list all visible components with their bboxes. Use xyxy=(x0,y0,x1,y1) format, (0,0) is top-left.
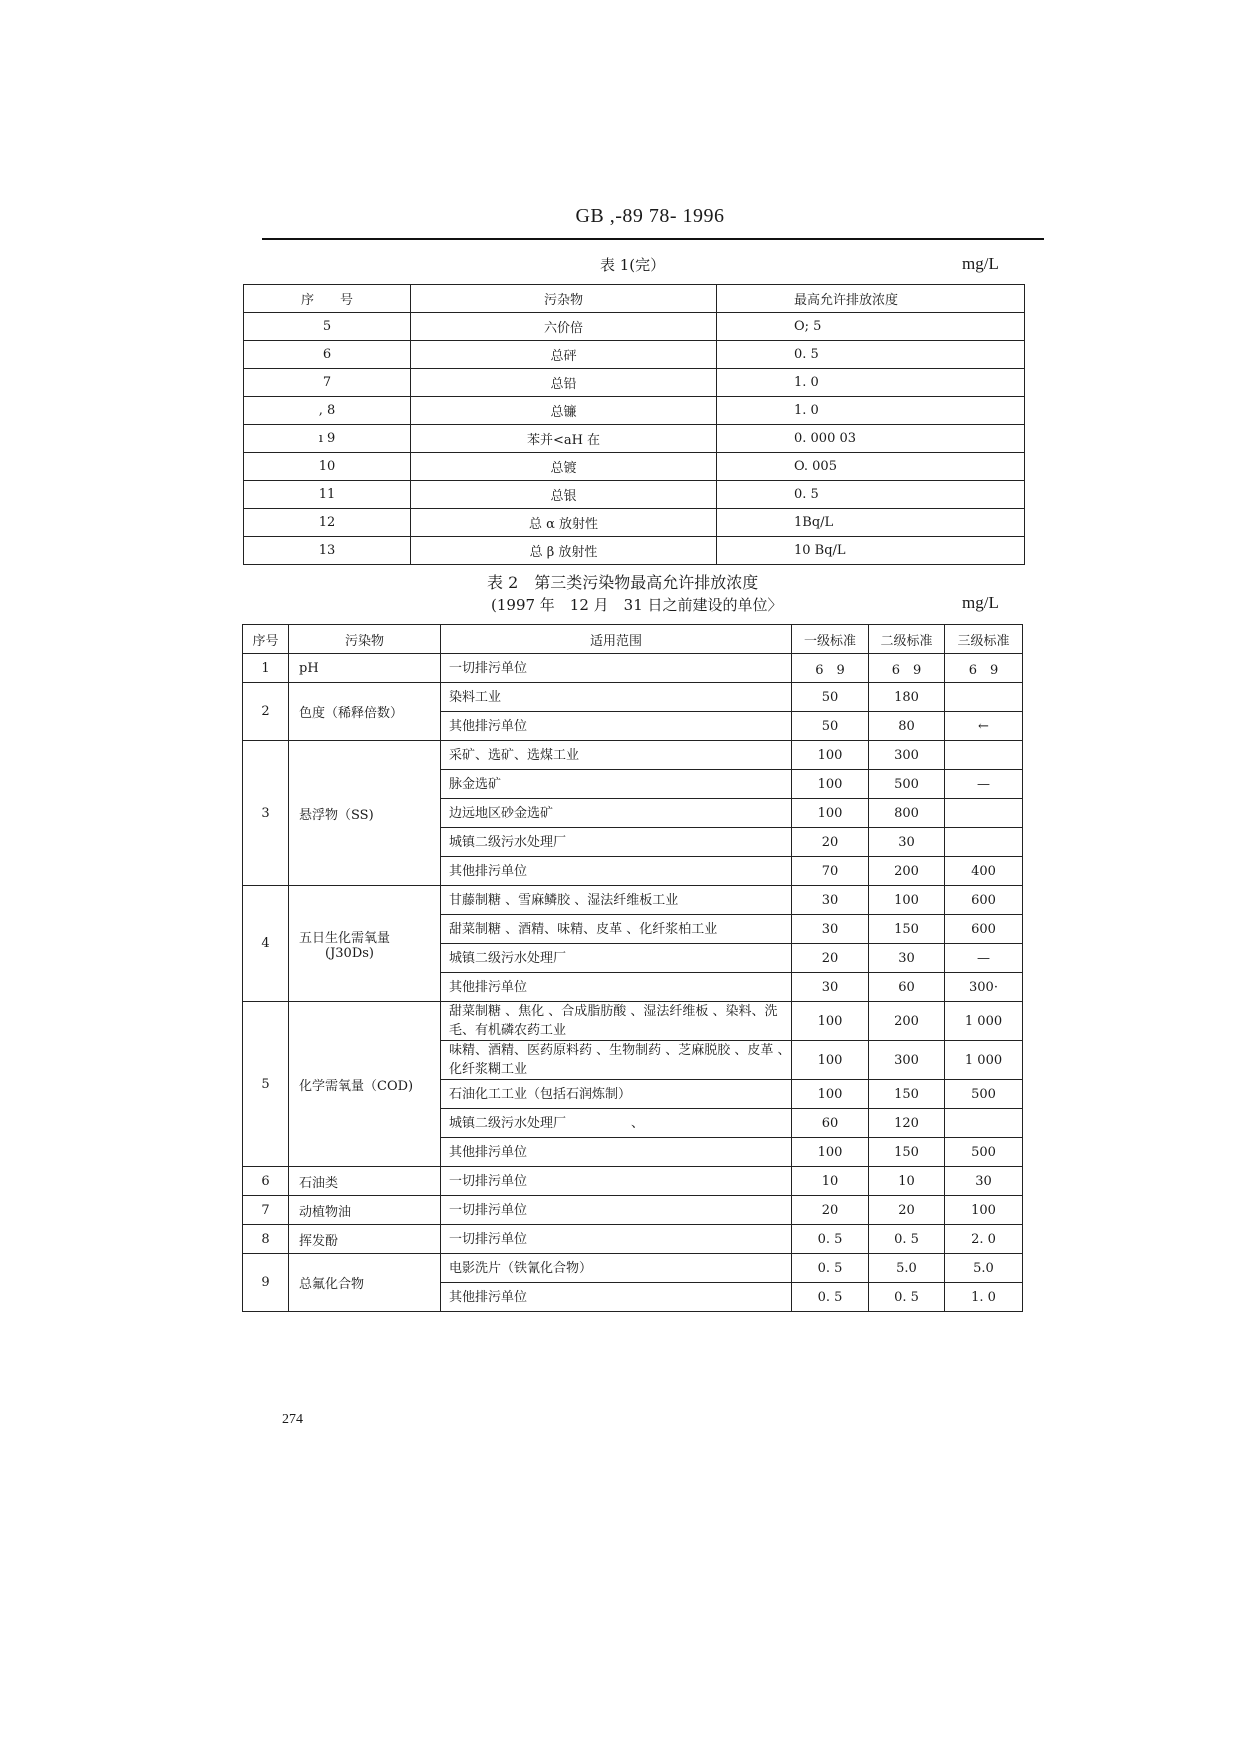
pollutant-name-text: 五日生化需氧量 xyxy=(299,930,391,946)
pollutant-name: 总 β 放射性 xyxy=(411,537,717,565)
pollutant-name xyxy=(289,1196,441,1225)
applicable-scope: 电影洗片（铁氰化合物） xyxy=(441,1254,792,1283)
grade-3-standard: 1 000 xyxy=(945,1041,1023,1080)
table-row xyxy=(243,1167,1023,1196)
applicable-scope: 一切排污单位 xyxy=(441,1196,792,1225)
pollutant-name: 总 α 放射性 xyxy=(411,509,717,537)
grade-3-standard: ← xyxy=(945,712,1023,741)
table2-header-row xyxy=(243,625,1023,654)
grade-1-standard: 100 xyxy=(792,1041,869,1080)
applicable-scope: 石油化工工业（包括石润炼制） xyxy=(441,1080,792,1109)
grade-3-standard: 30 xyxy=(945,1167,1023,1196)
applicable-scope: 城镇二级污水处理厂 xyxy=(441,828,792,857)
grade-1-standard: 20 xyxy=(792,1196,869,1225)
table-row xyxy=(243,1002,1023,1041)
row-number: 13 xyxy=(244,537,411,565)
column-header: 序 号 xyxy=(244,285,411,313)
group-number: 2 xyxy=(243,683,289,741)
grade-1-standard: 6 9 xyxy=(792,654,869,683)
table2-caption: 表 2 第三类污染物最高允许排放浓度 xyxy=(487,573,759,592)
grade-2-standard: 20 xyxy=(869,1196,945,1225)
grade-3-standard: 400 xyxy=(945,857,1023,886)
grade-1-standard: 30 xyxy=(792,915,869,944)
grade-3-standard: 5.0 xyxy=(945,1254,1023,1283)
grade-1-standard: 70 xyxy=(792,857,869,886)
grade-2-standard: 10 xyxy=(869,1167,945,1196)
group-number: 8 xyxy=(243,1225,289,1254)
table2-unit: mg/L xyxy=(962,593,999,612)
pollutant-name: 总镰 xyxy=(411,397,717,425)
applicable-scope: 一切排污单位 xyxy=(441,654,792,683)
pollutant-name-text: 挥发酚 xyxy=(299,1233,339,1249)
table1-unit: mg/L xyxy=(962,254,999,273)
table1 xyxy=(243,284,1025,565)
max-concentration: O; 5 xyxy=(717,313,1025,341)
row-number: 12 xyxy=(244,509,411,537)
table-row xyxy=(244,313,1025,341)
applicable-scope: 采矿、选矿、选煤工业 xyxy=(441,741,792,770)
applicable-scope: 甜菜制糖 、焦化 、合成脂肪酸 、湿法纤维板 、染料、洗 毛、有机磷农药工业 xyxy=(441,1002,792,1041)
table-row xyxy=(243,654,1023,683)
pollutant-name xyxy=(289,741,441,886)
pollutant-name-text: 总氟化合物 xyxy=(299,1277,365,1292)
grade-1-standard: 0. 5 xyxy=(792,1254,869,1283)
table1-caption: 表 1(完） xyxy=(600,256,666,274)
grade-1-standard: 30 xyxy=(792,973,869,1002)
table1-header-row xyxy=(244,285,1025,313)
grade-2-standard: 150 xyxy=(869,1080,945,1109)
table-row xyxy=(243,1254,1023,1283)
grade-3-standard: 6 9 xyxy=(945,654,1023,683)
max-concentration: 1Bq/L xyxy=(717,509,1025,537)
pollutant-name xyxy=(289,1254,441,1312)
grade-3-standard: 1 000 xyxy=(945,1002,1023,1041)
column-header: 序号 xyxy=(243,625,289,654)
grade-1-standard: 0. 5 xyxy=(792,1225,869,1254)
group-number: 3 xyxy=(243,741,289,886)
grade-1-standard: 0. 5 xyxy=(792,1283,869,1312)
row-number: 5 xyxy=(244,313,411,341)
grade-3-standard: 1. 0 xyxy=(945,1283,1023,1312)
pollutant-name-text: 动植物油 xyxy=(299,1204,352,1220)
grade-3-standard: 300· xyxy=(945,973,1023,1002)
grade-2-standard: 200 xyxy=(869,857,945,886)
max-concentration: 10 Bq/L xyxy=(717,537,1025,565)
grade-1-standard: 100 xyxy=(792,1080,869,1109)
pollutant-name: 总砰 xyxy=(411,341,717,369)
column-header: 三级标准 xyxy=(945,625,1023,654)
grade-3-standard: 600 xyxy=(945,915,1023,944)
grade-2-standard: 180 xyxy=(869,683,945,712)
applicable-scope: 甘藤制糖 、雪麻鳞胶 、湿法纤维板工业 xyxy=(441,886,792,915)
grade-1-standard: 30 xyxy=(792,886,869,915)
grade-3-standard: 600 xyxy=(945,886,1023,915)
row-number: 6 xyxy=(244,341,411,369)
grade-3-standard: 2. 0 xyxy=(945,1225,1023,1254)
grade-1-standard: 100 xyxy=(792,1138,869,1167)
column-header: 污杂物 xyxy=(411,285,717,313)
page-number: 274 xyxy=(282,1412,303,1427)
group-number: 9 xyxy=(243,1254,289,1312)
row-number: ı 9 xyxy=(244,425,411,453)
applicable-scope: 边远地区砂金选矿 xyxy=(441,799,792,828)
grade-1-standard: 60 xyxy=(792,1109,869,1138)
grade-2-standard: 300 xyxy=(869,741,945,770)
grade-2-standard: 100 xyxy=(869,886,945,915)
max-concentration: 1. 0 xyxy=(717,369,1025,397)
grade-3-standard: — xyxy=(945,770,1023,799)
column-header: 一级标准 xyxy=(792,625,869,654)
grade-1-standard: 20 xyxy=(792,944,869,973)
table-row xyxy=(243,683,1023,712)
applicable-scope: 其他排污单位 xyxy=(441,712,792,741)
grade-1-standard: 100 xyxy=(792,1002,869,1041)
table-row xyxy=(244,537,1025,565)
grade-3-standard: 500 xyxy=(945,1138,1023,1167)
group-number: 5 xyxy=(243,1002,289,1167)
applicable-scope: 城镇二级污水处理厂 、 xyxy=(441,1109,792,1138)
grade-3-standard xyxy=(945,799,1023,828)
column-header: 二级标准 xyxy=(869,625,945,654)
pollutant-name-text: 石油类 xyxy=(299,1175,339,1191)
grade-2-standard: 800 xyxy=(869,799,945,828)
column-header: 污染物 xyxy=(289,625,441,654)
group-number: 4 xyxy=(243,886,289,1002)
grade-1-standard: 10 xyxy=(792,1167,869,1196)
document-code: GB ,-89 78- 1996 xyxy=(575,205,725,227)
grade-3-standard: 500 xyxy=(945,1080,1023,1109)
table-row xyxy=(244,397,1025,425)
grade-2-standard: 80 xyxy=(869,712,945,741)
row-number: 11 xyxy=(244,481,411,509)
table-row xyxy=(244,369,1025,397)
table-row xyxy=(244,341,1025,369)
applicable-scope: 一切排污单位 xyxy=(441,1225,792,1254)
grade-2-standard: 500 xyxy=(869,770,945,799)
group-number: 1 xyxy=(243,654,289,683)
grade-3-standard: 100 xyxy=(945,1196,1023,1225)
grade-1-standard: 100 xyxy=(792,770,869,799)
pollutant-name-text: pH xyxy=(299,660,319,676)
grade-2-standard: 60 xyxy=(869,973,945,1002)
grade-2-standard: 120 xyxy=(869,1109,945,1138)
pollutant-name: 六价倍 xyxy=(411,313,717,341)
pollutant-name: 总银 xyxy=(411,481,717,509)
grade-3-standard xyxy=(945,741,1023,770)
pollutant-name xyxy=(289,683,441,741)
row-number: , 8 xyxy=(244,397,411,425)
grade-2-standard: 30 xyxy=(869,944,945,973)
column-header: 最高允许排放浓度 xyxy=(717,285,1025,313)
applicable-scope: 一切排污单位 xyxy=(441,1167,792,1196)
pollutant-name xyxy=(289,1225,441,1254)
applicable-scope: 味精、酒精、医药原料药 、生物制药 、芝麻脱胶 、皮革 、 化纤浆糊工业 xyxy=(441,1041,792,1080)
grade-1-standard: 50 xyxy=(792,712,869,741)
grade-1-standard: 50 xyxy=(792,683,869,712)
grade-2-standard: 150 xyxy=(869,1138,945,1167)
pollutant-name xyxy=(289,654,441,683)
grade-2-standard: 6 9 xyxy=(869,654,945,683)
table-row xyxy=(243,1225,1023,1254)
table-row xyxy=(244,453,1025,481)
applicable-scope: 染料工业 xyxy=(441,683,792,712)
pollutant-name-text: 色度（稀释倍数） xyxy=(299,706,404,721)
header-rule xyxy=(262,238,1044,240)
grade-1-standard: 20 xyxy=(792,828,869,857)
grade-3-standard: — xyxy=(945,944,1023,973)
applicable-scope: 其他排污单位 xyxy=(441,1138,792,1167)
group-number: 6 xyxy=(243,1167,289,1196)
applicable-scope: 城镇二级污水处理厂 xyxy=(441,944,792,973)
table-row xyxy=(244,481,1025,509)
table-row xyxy=(243,741,1023,770)
grade-2-standard: 0. 5 xyxy=(869,1283,945,1312)
applicable-scope: 其他排污单位 xyxy=(441,1283,792,1312)
row-number: 7 xyxy=(244,369,411,397)
applicable-scope: 脉金选矿 xyxy=(441,770,792,799)
pollutant-name: 苯并<aH 在 xyxy=(411,425,717,453)
table-row xyxy=(244,425,1025,453)
row-number: 10 xyxy=(244,453,411,481)
table-row xyxy=(244,509,1025,537)
table-row xyxy=(243,886,1023,915)
group-number: 7 xyxy=(243,1196,289,1225)
pollutant-name-text: 化学需氧量（COD) xyxy=(299,1078,414,1094)
max-concentration: 0. 000 03 xyxy=(717,425,1025,453)
pollutant-name xyxy=(289,1167,441,1196)
max-concentration: 0. 5 xyxy=(717,341,1025,369)
applicable-scope: 其他排污单位 xyxy=(441,973,792,1002)
pollutant-name xyxy=(289,886,441,1002)
grade-2-standard: 0. 5 xyxy=(869,1225,945,1254)
table2 xyxy=(242,624,1023,1312)
grade-2-standard: 200 xyxy=(869,1002,945,1041)
pollutant-name: 总铅 xyxy=(411,369,717,397)
grade-1-standard: 100 xyxy=(792,799,869,828)
grade-3-standard xyxy=(945,828,1023,857)
applicable-scope: 其他排污单位 xyxy=(441,857,792,886)
grade-2-standard: 300 xyxy=(869,1041,945,1080)
pollutant-name xyxy=(289,1002,441,1167)
grade-3-standard xyxy=(945,1109,1023,1138)
grade-2-standard: 150 xyxy=(869,915,945,944)
grade-2-standard: 30 xyxy=(869,828,945,857)
pollutant-name-subtext: (J30Ds) xyxy=(325,945,374,961)
applicable-scope: 甜菜制糖 、酒精、味精、皮革 、化纤浆柏工业 xyxy=(441,915,792,944)
grade-1-standard: 100 xyxy=(792,741,869,770)
max-concentration: 1. 0 xyxy=(717,397,1025,425)
pollutant-name: 总镀 xyxy=(411,453,717,481)
table2-subcaption: (1997 年 12 月 31 日之前建设的单位〉 xyxy=(491,596,783,614)
column-header: 适用范围 xyxy=(441,625,792,654)
grade-3-standard xyxy=(945,683,1023,712)
max-concentration: 0. 5 xyxy=(717,481,1025,509)
max-concentration: O. 005 xyxy=(717,453,1025,481)
grade-2-standard: 5.0 xyxy=(869,1254,945,1283)
pollutant-name-text: 悬浮物（SS) xyxy=(299,807,374,823)
table-row xyxy=(243,1196,1023,1225)
